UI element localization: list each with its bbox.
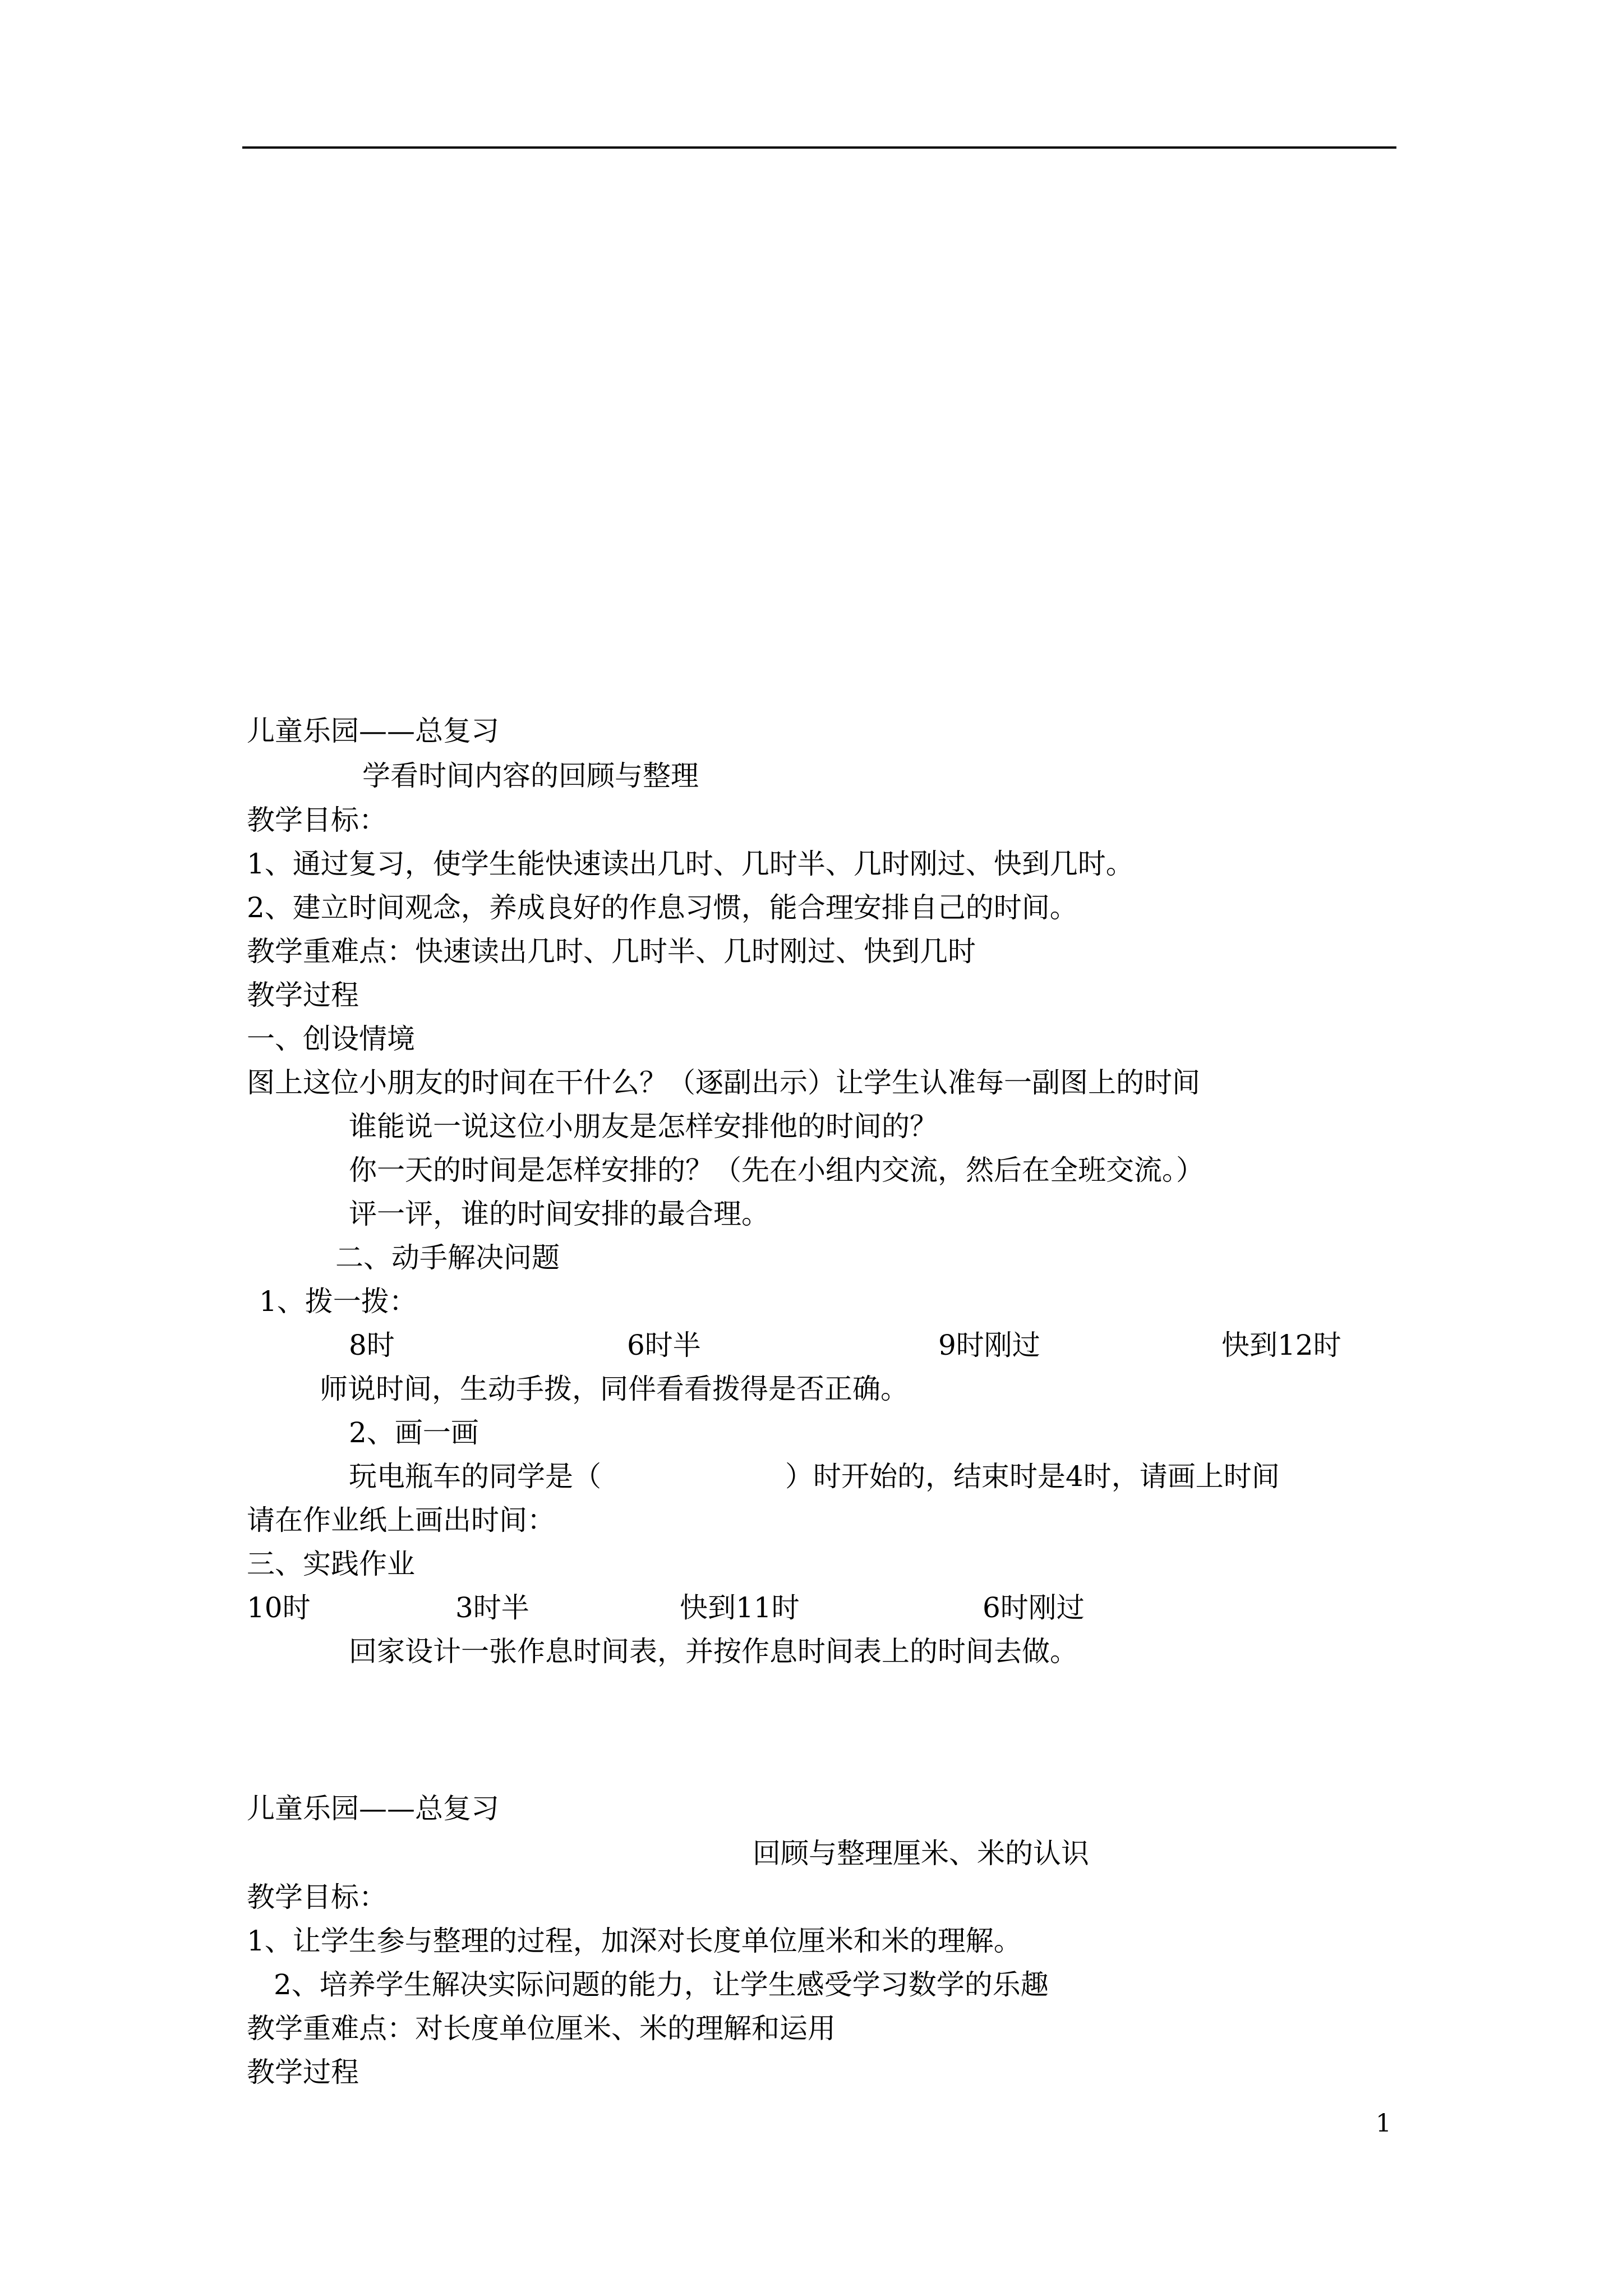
lesson1-goals-heading: 教学目标： <box>247 804 387 836</box>
lesson1-s2-draw-start: 玩电瓶车的同学是（ <box>349 1460 601 1493</box>
time-item: 6时刚过 <box>983 1591 1085 1624</box>
lesson1-s1-line-1: 图上这位小朋友的时间在干什么？（逐副出示）让学生认准每一副图上的时间 <box>247 1066 1200 1099</box>
lesson1-section-1: 一、创设情境 <box>247 1023 415 1055</box>
lesson1-section-2: 二、动手解决问题 <box>335 1241 560 1274</box>
lesson1-goal-1: 1、通过复习，使学生能快速读出几时、几时半、几时刚过、快到几时。 <box>247 848 1134 880</box>
lesson1-s1-line-2: 谁能说一说这位小朋友是怎样安排他的时间的？ <box>349 1110 938 1143</box>
time-item: 快到12时 <box>1221 1329 1341 1361</box>
header-rule <box>242 146 1396 149</box>
time-item: 8时 <box>349 1329 395 1361</box>
lesson2-goals-heading: 教学目标： <box>247 1881 387 1913</box>
lesson1-process-heading: 教学过程 <box>247 979 359 1011</box>
lesson1-s2-item-2: 2、画一画 <box>349 1416 479 1449</box>
lesson1-title: 儿童乐园——总复习 <box>247 715 499 747</box>
lesson1-goal-2: 2、建立时间观念，养成良好的作息习惯，能合理安排自己的时间。 <box>247 891 1078 924</box>
time-item: 10时 <box>247 1591 311 1624</box>
lesson2-subtitle: 回顾与整理厘米、米的认识 <box>753 1837 1089 1870</box>
time-item: 6时半 <box>627 1329 701 1361</box>
lesson1-s1-line-4: 评一评，谁的时间安排的最合理。 <box>349 1198 769 1230</box>
lesson2-goal-1: 1、让学生参与整理的过程，加深对长度单位厘米和米的理解。 <box>247 1925 1022 1957</box>
page-number: 1 <box>1376 2109 1391 2138</box>
lesson2-title: 儿童乐园——总复习 <box>247 1792 499 1825</box>
lesson2-process-heading: 教学过程 <box>247 2056 359 2088</box>
lesson1-section-3: 三、实践作业 <box>247 1548 415 1580</box>
lesson1-s2-note: 师说时间，生动手拨，同伴看看拨得是否正确。 <box>320 1373 909 1405</box>
lesson2-key-points: 教学重难点：对长度单位厘米、米的理解和运用 <box>247 2012 836 2045</box>
lesson1-key-points: 教学重难点：快速读出几时、几时半、几时刚过、快到几时 <box>247 935 976 968</box>
lesson1-subtitle: 学看时间内容的回顾与整理 <box>362 760 699 792</box>
lesson1-s1-line-3: 你一天的时间是怎样安排的？（先在小组内交流，然后在全班交流。） <box>349 1154 1204 1186</box>
time-item: 快到11时 <box>680 1591 800 1624</box>
time-item: 9时刚过 <box>938 1329 1040 1361</box>
lesson1-s2-draw-end: ）时开始的，结束时是4时，请画上时间 <box>785 1460 1280 1493</box>
lesson1-s2-paper: 请在作业纸上画出时间： <box>247 1504 555 1536</box>
time-item: 3时半 <box>455 1591 529 1624</box>
lesson2-goal-2: 2、培养学生解决实际问题的能力，让学生感受学习数学的乐趣 <box>274 1968 1049 2001</box>
lesson1-s3-line: 回家设计一张作息时间表，并按作息时间表上的时间去做。 <box>349 1635 1078 1668</box>
lesson1-s2-item-1: 1、拨一拨： <box>259 1285 417 1318</box>
